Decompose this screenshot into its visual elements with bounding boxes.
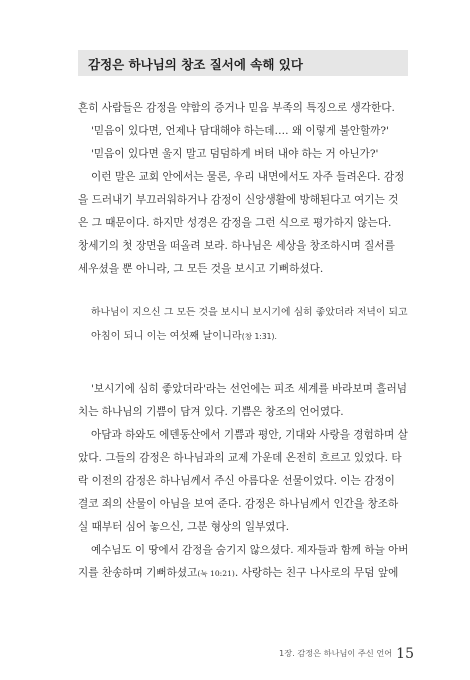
body-line: 락 이전의 감정은 하나님께서 주신 아름다운 선물이었다. 이는 감정이 [78, 475, 395, 487]
body-line: 창세기의 첫 장면을 떠올려 보라. 하나님은 세상을 창조하시며 질서를 [78, 240, 395, 252]
scripture-quote-text: 아침이 되니 이는 여섯째 날이니라 [91, 331, 242, 342]
body-text: . 사랑하는 친구 나사로의 무덤 앞에 [234, 567, 399, 579]
body-line: 실 때부터 심어 놓으신, 그분 형상의 일부였다. [78, 521, 290, 533]
body-line: 아담과 하와도 에덴동산에서 기쁨과 평안, 기대와 사랑을 경험하며 살 [91, 429, 408, 441]
body-line: 흔히 사람들은 감정을 약함의 증거나 믿음 부족의 특징으로 생각한다. [78, 102, 395, 114]
body-line: 은 그 때문이다. 하지만 성경은 감정을 그런 식으로 평가하지 않는다. [78, 217, 392, 229]
body-line: 이런 말은 교회 안에서는 물론, 우리 내면에서도 자주 들려온다. 감정 [91, 171, 405, 183]
body-line: 세우셨을 뿐 아니라, 그 모든 것을 보시고 기뻐하셨다. [78, 263, 324, 275]
body-line: 치는 하나님의 기쁨이 담겨 있다. 기쁨은 창조의 언어였다. [78, 406, 344, 418]
body-text: 지를 찬송하며 기뻐하셨고 [78, 567, 198, 579]
body-line: '보시기에 심히 좋았더라'라는 선언에는 피조 세계를 바라보며 흘러넘 [91, 383, 407, 395]
section-heading: 감정은 하나님의 창조 질서에 속해 있다 [88, 57, 303, 72]
scripture-reference: (눅 10:21) [197, 569, 235, 578]
running-footer-chapter: 1장. 감정은 하나님이 주신 언어 [279, 648, 393, 658]
body-line: 결코 죄의 산물이 아님을 보여 준다. 감정은 하나님께서 인간을 창조하 [78, 498, 399, 510]
scripture-quote-line [91, 330, 277, 344]
scripture-quote-line: 하나님이 지으신 그 모든 것을 보시니 보시기에 심히 좋았더라 저녁이 되고 [91, 307, 408, 318]
page-footer [279, 643, 414, 662]
section-heading-bar [78, 50, 408, 76]
body-line: 았다. 그들의 감정은 하나님과의 교제 가운데 온전히 흐르고 있었다. 타 [78, 452, 402, 464]
body-line: 예수님도 이 땅에서 감정을 숨기지 않으셨다. 제자들과 함께 하늘 아버 [91, 544, 409, 556]
body-line [78, 566, 398, 581]
body-line: 을 드러내기 부끄러워하거나 감정이 신앙생활에 방해된다고 여기는 것 [78, 194, 399, 206]
body-line: '믿음이 있다면, 언제나 담대해야 하는데…. 왜 이렇게 불안할까?' [91, 125, 390, 137]
scripture-reference: (창 1:31). [241, 332, 277, 341]
page-number: 15 [396, 645, 414, 662]
body-line: '믿음이 있다면 울지 말고 덤덤하게 버텨 내야 하는 거 아닌가?' [91, 148, 379, 160]
